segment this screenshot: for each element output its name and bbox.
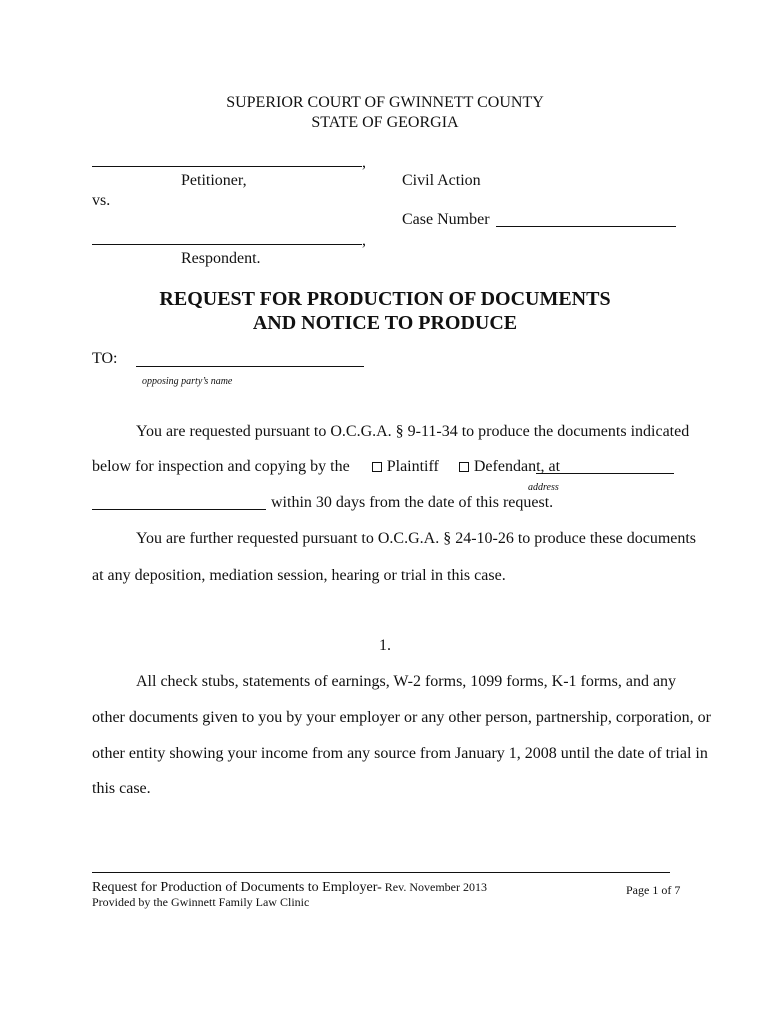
- opposing-party-hint: opposing party’s name: [142, 376, 233, 387]
- state-name: STATE OF GEORGIA: [311, 114, 459, 131]
- defendant-checkbox[interactable]: [459, 462, 469, 472]
- paragraph1-line2: [92, 458, 560, 476]
- page-number: Page 1 of 7: [626, 883, 681, 897]
- paragraph2-line1: You are further requested pursuant to O.C.G.A. § 24-10-26 to produce these documents: [136, 530, 697, 547]
- paragraph1-line1: You are requested pursuant to O.C.G.A. § 9-11-34 to produce the documents indicated: [136, 423, 690, 440]
- document-title-line1: REQUEST FOR PRODUCTION OF DOCUMENTS: [159, 288, 611, 310]
- petitioner-name-line[interactable]: [92, 166, 362, 167]
- petitioner-label: Petitioner,: [181, 172, 247, 189]
- paragraph1-line2-prefix: below for inspection and copying by the: [92, 458, 350, 475]
- item-number: 1.: [379, 637, 391, 654]
- case-number-label: Case Number: [402, 211, 490, 228]
- to-label: TO:: [92, 350, 118, 367]
- case-number-line[interactable]: [496, 226, 676, 227]
- address-hint: address: [528, 482, 559, 493]
- vs-label: vs.: [92, 192, 111, 209]
- address-continuation-line[interactable]: [92, 509, 266, 510]
- footer-revision: Rev. November 2013: [381, 880, 487, 894]
- plaintiff-checkbox[interactable]: [372, 462, 382, 472]
- respondent-label: Respondent.: [181, 250, 261, 267]
- plaintiff-label: Plaintiff: [386, 458, 439, 475]
- opposing-party-line[interactable]: [136, 366, 364, 367]
- item-line2: other documents given to you by your employer or any other person, partnership, corporation, or: [92, 709, 711, 726]
- respondent-name-line[interactable]: [92, 244, 362, 245]
- item-line1: All check stubs, statements of earnings, W-2 forms, 1099 forms, K-1 forms, and any: [136, 673, 677, 690]
- civil-action-label: Civil Action: [402, 172, 481, 189]
- address-line[interactable]: [536, 473, 674, 474]
- footer-doc-title-text: Request for Production of Documents to Employer-: [92, 880, 382, 895]
- paragraph1-line3: within 30 days from the date of this request.: [271, 494, 554, 511]
- document-title-line2: AND NOTICE TO PRODUCE: [252, 312, 518, 334]
- item-line4: this case.: [92, 780, 151, 797]
- paragraph2-line2: at any deposition, mediation session, hearing or trial in this case.: [92, 567, 506, 584]
- footer-doc-title: [92, 880, 487, 896]
- respondent-comma: ,: [362, 232, 366, 249]
- footer-divider: [92, 872, 670, 873]
- footer-provider: Provided by the Gwinnett Family Law Clinic: [92, 895, 310, 909]
- petitioner-comma: ,: [362, 154, 366, 171]
- item-line3: other entity showing your income from any source from January 1, 2008 until the date of trial in: [92, 745, 708, 762]
- court-name: SUPERIOR COURT OF GWINNETT COUNTY: [226, 94, 544, 111]
- defendant-label: Defendant, at: [473, 458, 561, 475]
